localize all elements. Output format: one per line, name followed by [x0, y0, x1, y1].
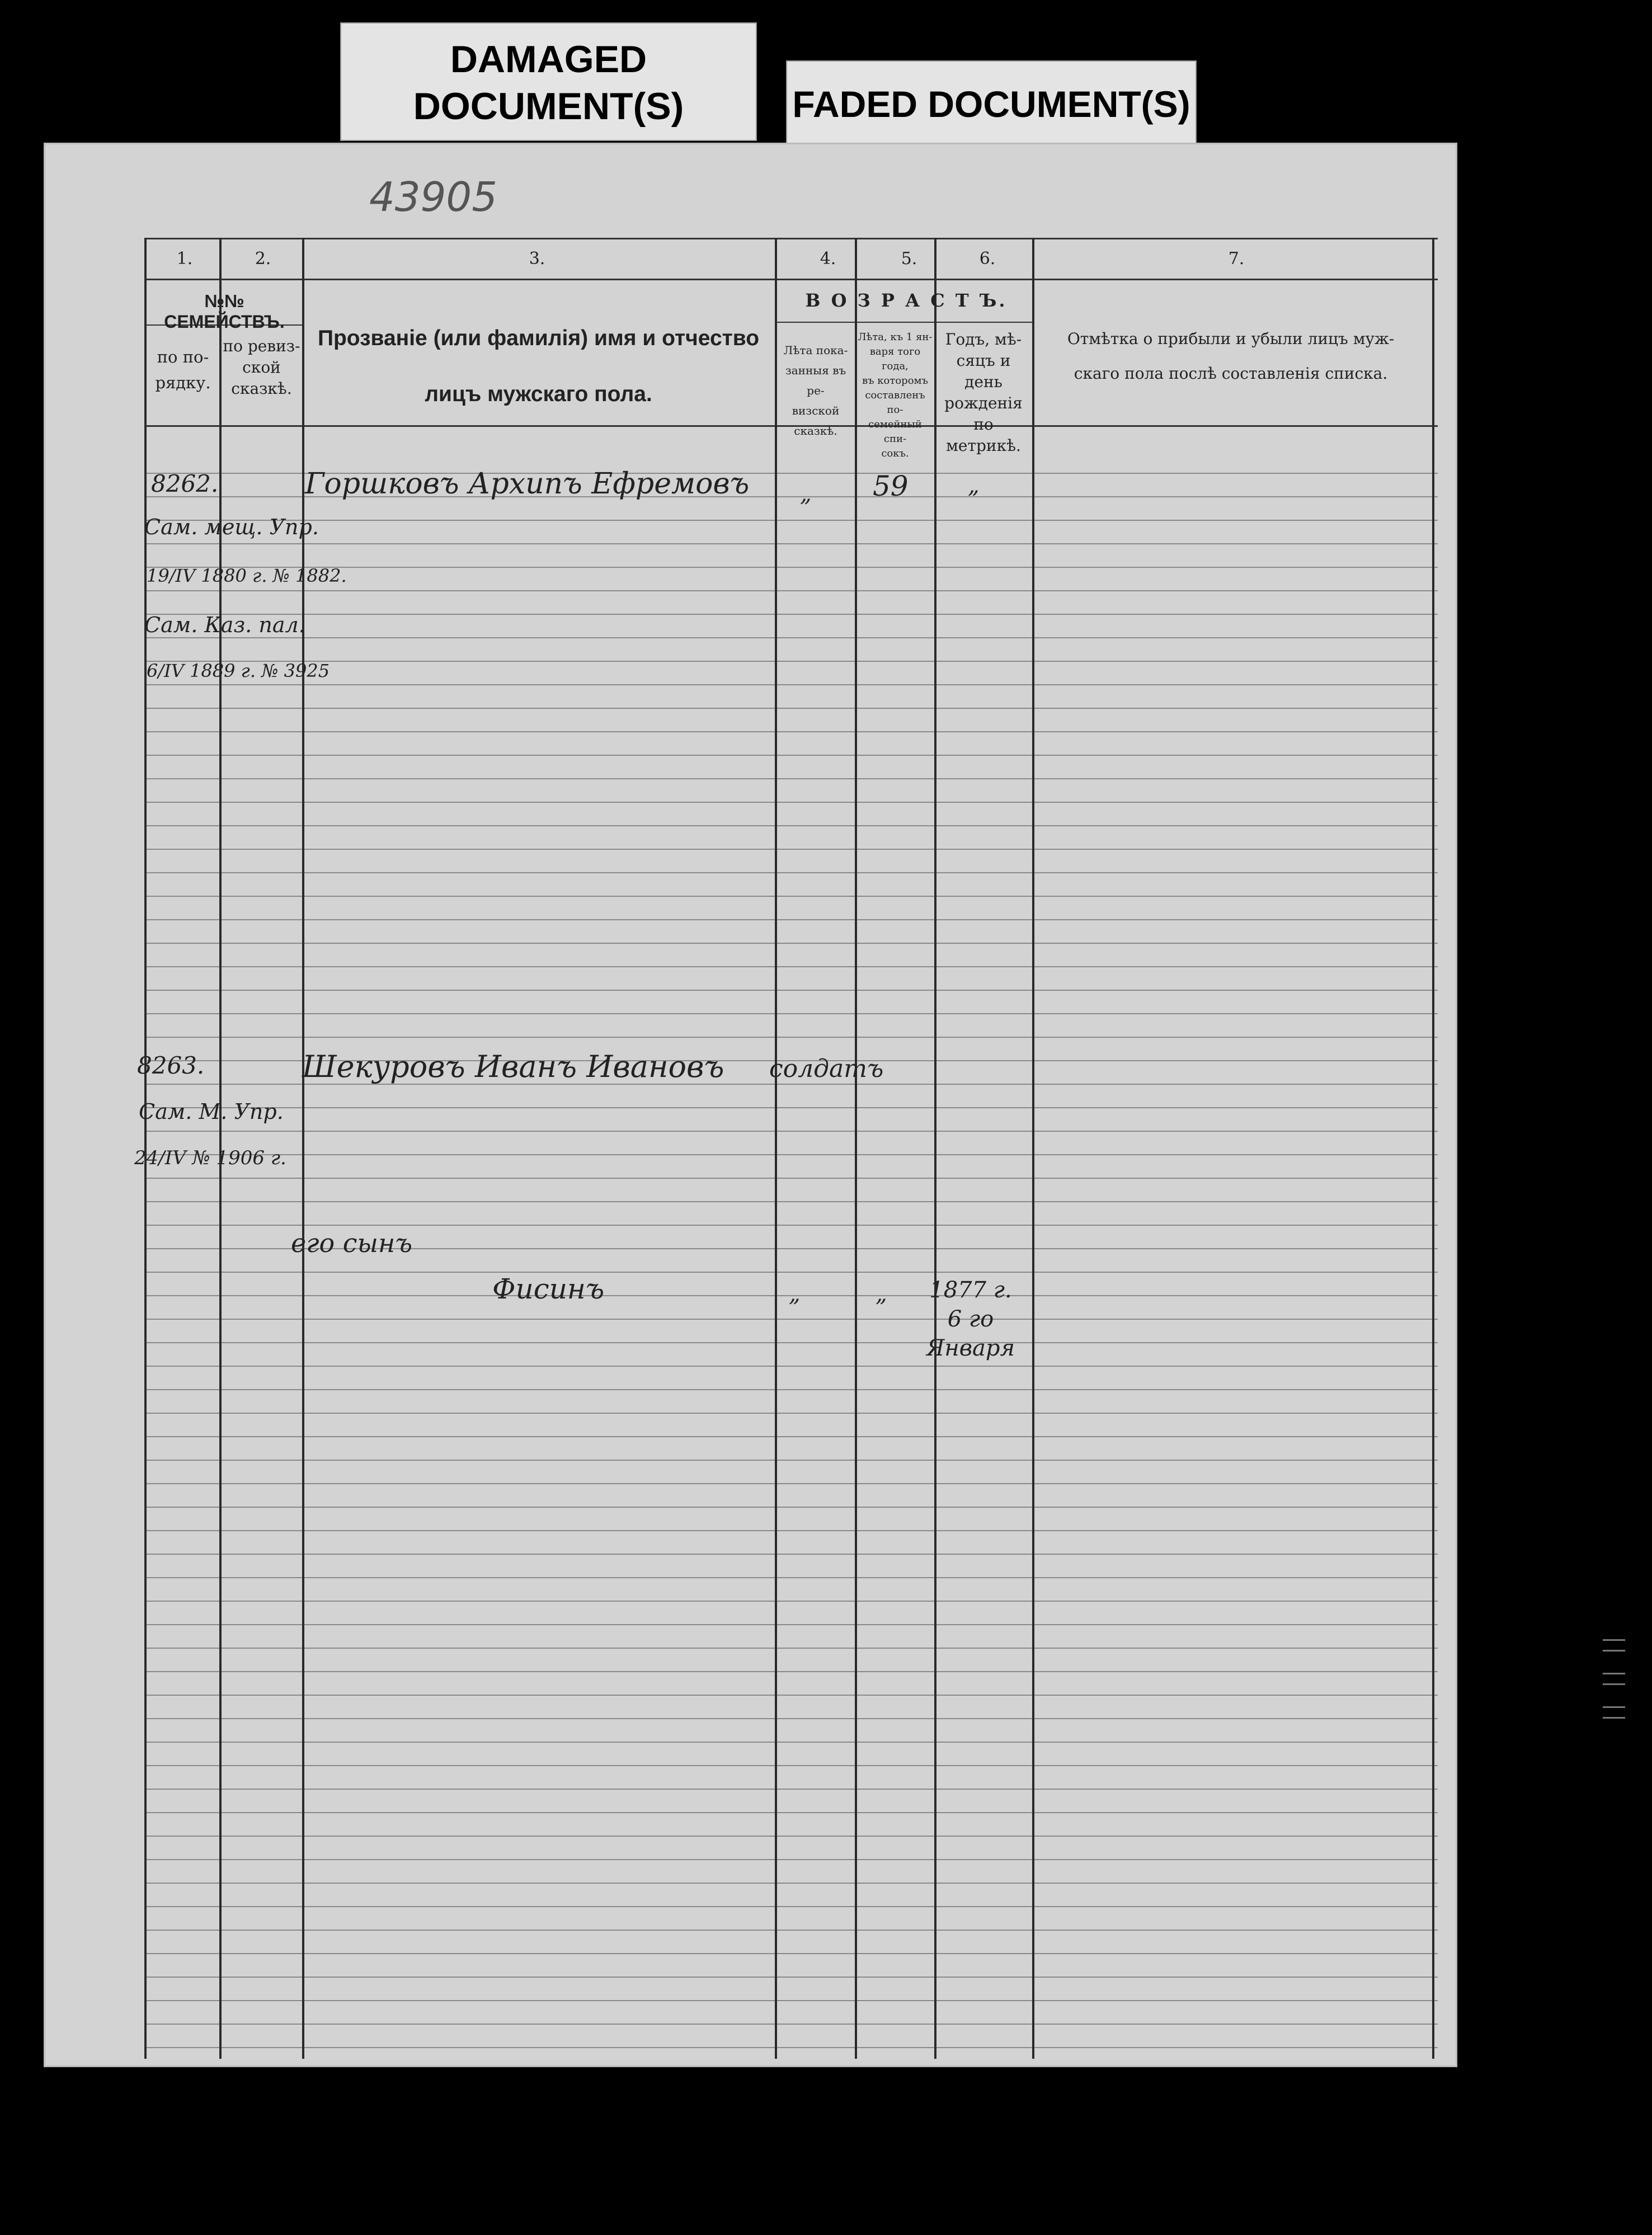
row-rule: [144, 1789, 1438, 1790]
col2-header: по ревиз- ской сказкѣ.: [223, 337, 300, 398]
row-rule: [144, 1131, 1438, 1132]
column-rule: [934, 238, 936, 2059]
entry-1-note-1: Сам. мещ. Упр.: [144, 515, 319, 539]
col-number-5: 5.: [901, 249, 917, 269]
column-rule: [1432, 238, 1434, 2059]
row-rule: [144, 1366, 1438, 1367]
row-rule: [144, 1201, 1438, 1202]
age-header: В О З Р А С Т Ъ.: [805, 290, 1008, 311]
row-rule: [144, 1554, 1438, 1555]
row-rule: [144, 1225, 1438, 1226]
row-rule: [144, 1272, 1438, 1273]
row-rule: [144, 1413, 1438, 1414]
column-rule: [775, 238, 777, 2059]
row-rule: [144, 614, 1438, 615]
row-rule: [144, 1107, 1438, 1108]
row-rule: [144, 661, 1438, 662]
row-rule: [144, 896, 1438, 897]
row-rule: [144, 637, 1438, 638]
row-rule: [144, 1883, 1438, 1884]
row-rule: [144, 1013, 1438, 1014]
column-rule: [302, 238, 304, 2059]
side-mark: [1603, 1673, 1625, 1685]
row-rule: [144, 802, 1438, 803]
entry-2-status: солдатъ: [769, 1055, 884, 1083]
col-number-4: 4.: [820, 249, 836, 269]
side-mark: [1603, 1639, 1625, 1651]
entry-3-age-revision: „: [789, 1281, 801, 1307]
col-number-6: 6.: [979, 249, 996, 269]
row-rule: [144, 1319, 1438, 1320]
row-rule: [144, 1812, 1438, 1813]
row-rule: [144, 1601, 1438, 1602]
row-rule: [144, 708, 1438, 709]
entry-1-note-4: 6/IV 1889 г. № 3925: [147, 660, 330, 681]
row-rule: [144, 1577, 1438, 1578]
column-rule: [855, 238, 857, 2059]
row-rule: [144, 1154, 1438, 1155]
entry-3-name: Фисинъ: [492, 1273, 605, 1305]
header-top-rule: [144, 238, 1438, 239]
row-rule: [144, 2024, 1438, 2025]
col-number-1: 1.: [176, 249, 193, 269]
row-rule: [144, 2047, 1438, 2048]
col-number-2: 2.: [255, 249, 271, 269]
entry-1-name: Горшковъ Архипъ Ефремовъ: [305, 467, 750, 501]
col-number-3: 3.: [529, 249, 545, 269]
entry-1-number: 8262.: [151, 470, 219, 497]
row-rule: [144, 1178, 1438, 1179]
row-rule: [144, 1695, 1438, 1696]
row-rule: [144, 1906, 1438, 1907]
row-rule: [144, 590, 1438, 591]
row-rule: [144, 1460, 1438, 1461]
row-rule: [144, 825, 1438, 826]
row-rule: [144, 1483, 1438, 1484]
row-rule: [144, 2000, 1438, 2001]
col6-header: Годъ, мѣ- сяцъ и день рожденія по метрикѣ.: [944, 330, 1023, 455]
col1-header: по по- рядку.: [155, 347, 211, 392]
column-rule: [1032, 238, 1034, 2059]
row-rule: [144, 1671, 1438, 1672]
row-rule: [144, 520, 1438, 521]
row-rule: [144, 755, 1438, 756]
row-rule: [144, 1436, 1438, 1437]
col5-header: Лѣта, къ 1 ян- варя того года, въ которомъ составленъ по- семейный спи- сокъ.: [858, 331, 933, 459]
damaged-document-tab: DAMAGED DOCUMENT(S): [340, 22, 757, 141]
row-rule: [144, 1037, 1438, 1038]
row-rule: [144, 919, 1438, 920]
side-mark: [1603, 1706, 1625, 1719]
col4-header: Лѣта пока- занныя въ ре- визской сказкѣ.: [783, 344, 848, 437]
row-rule: [144, 1859, 1438, 1860]
row-rule: [144, 1953, 1438, 1954]
age-sub-rule: [776, 322, 1034, 323]
entry-1-note-3: Сам. Каз. пал.: [144, 613, 305, 637]
row-rule: [144, 966, 1438, 967]
entry-1-age-revision: „: [800, 481, 812, 507]
families-header: №№ СЕМЕЙСТВЪ.: [164, 291, 285, 332]
col7-header: Отмѣтка о прибыли и убыли лицъ муж- скаго пола послѣ составленія списка.: [1067, 330, 1395, 383]
entry-2-name: Шекуровъ Иванъ Ивановъ: [302, 1049, 724, 1084]
row-rule: [144, 943, 1438, 944]
row-rule: [144, 1765, 1438, 1766]
row-rule: [144, 1718, 1438, 1719]
entry-3-age-list: „: [876, 1281, 887, 1307]
row-rule: [144, 1342, 1438, 1343]
entry-1-note-2: 19/IV 1880 г. № 1882.: [147, 565, 347, 586]
entry-3-relation: его сынъ: [291, 1228, 412, 1258]
row-rule: [144, 778, 1438, 779]
row-rule: [144, 1530, 1438, 1531]
row-rule: [144, 1624, 1438, 1625]
row-rule: [144, 731, 1438, 732]
row-rule: [144, 1507, 1438, 1508]
row-rule: [144, 1648, 1438, 1649]
archive-number: 43905: [369, 173, 498, 220]
entry-1-birth: „: [968, 473, 980, 498]
row-rule: [144, 872, 1438, 873]
row-rule: [144, 849, 1438, 850]
header-mid-rule: [144, 279, 1438, 280]
col-number-7: 7.: [1228, 249, 1245, 269]
row-rule: [144, 990, 1438, 991]
entry-2-note-1: Сам. М. Упр.: [139, 1099, 284, 1124]
entry-3-birth: 1877 г. 6 го Января: [926, 1277, 1015, 1361]
row-rule: [144, 684, 1438, 685]
entry-2-note-2: 24/IV № 1906 г.: [134, 1147, 286, 1169]
row-rule: [144, 1836, 1438, 1837]
faded-document-tab: FADED DOCUMENT(S): [786, 60, 1197, 148]
entry-1-age-list: 59: [873, 470, 909, 502]
col3-header: Прозваніе (или фамилія) имя и отчество лицъ мужскаго пола.: [317, 326, 760, 406]
row-rule: [144, 1389, 1438, 1390]
row-rule: [144, 543, 1438, 544]
row-rule: [144, 1742, 1438, 1743]
entry-2-number: 8263.: [137, 1052, 205, 1079]
row-rule: [144, 1930, 1438, 1931]
row-rule: [144, 1977, 1438, 1978]
